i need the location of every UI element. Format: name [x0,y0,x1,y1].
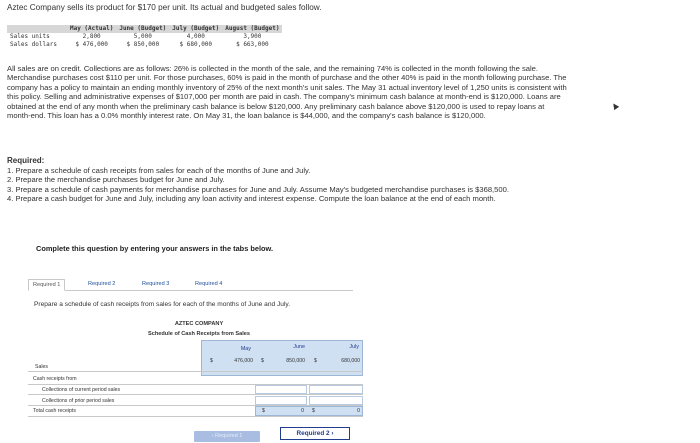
tab-required-3[interactable]: Required 3 [142,281,170,287]
june-current-input[interactable] [255,385,307,394]
currency-symbol: $ [262,408,265,414]
cell-value: $ 680,000 [179,41,213,48]
currency-symbol: $ [312,408,315,414]
column-june: June [293,344,305,350]
june-prior-input[interactable] [255,396,307,405]
sales-june-value: 850,000 [286,358,305,364]
cell-value: 2,800 [82,33,101,40]
cell-value: $ 663,000 [236,41,269,48]
tab-required-2[interactable]: Required 2 [88,281,116,287]
schedule-title: Schedule of Cash Receipts from Sales [148,331,250,337]
sales-july-value: 680,000 [341,358,360,364]
total-july-value: 0 [357,408,360,414]
required-list [7,166,567,203]
table-row [7,41,282,49]
tab-required-4[interactable]: Required 4 [195,281,223,287]
table-row [7,33,282,41]
required-item-3: 3. Prepare a schedule of cash payments for merchandise purchases for June and July. Assume May's budgeted merchandise purchases is $368,500. [7,184,509,194]
current-collections-label: Collections of current period sales [42,387,121,393]
intro-text: Aztec Company sells its product for $170 per unit. Its actual and budgeted sales follow. [7,3,322,12]
previous-button[interactable] [194,431,260,442]
next-button-label: Required 2 [296,430,330,437]
required-item-2: 2. Prepare the merchandise purchases budget for June and July. [7,175,225,185]
total-receipts-label: Total cash receipts [33,408,76,414]
header-may: May (Actual) [69,25,114,32]
required-item-4: 4. Prepare a cash budget for June and July, including any loan activity and interest expense. Compute the loan balance at the end of each month. [7,193,496,203]
tab-required-1[interactable]: Required 1 [28,279,65,291]
cell-value: $ 476,000 [75,41,108,48]
header-july: July (Budget) [172,25,220,32]
divider [28,416,363,417]
complete-instruction: Complete this question by entering your answers in the tabs below. [36,244,274,253]
chevron-right-icon: › [329,430,334,437]
header-august: August (Budget) [225,25,280,32]
sales-data-header-row [7,25,282,33]
currency-symbol: $ [314,358,317,364]
problem-paragraph: All sales are on credit. Collections are as follows: 26% is collected in the month of the sale, and the remaining 74% is collected in the month following the sale. Merchandise purchases cost $110 per unit. For those purchases, 60% is paid in the month of purchase and the other 40% is paid in the month following purchase. The company has a policy to maintain an ending monthly inventory of 25% of the next month's unit sales. The May 31 actual inventory level of 1,250 units is consistent with this policy. Selling and administrative expenses of $107,000 per month are paid in cash. The company's minimum cash balance at month-end is $120,000. Loans are obtained at the end of any month when the preliminary cash balance is below $120,000. Any preliminary cash balance above $120,000 is used to repay loans at month-end. This loan has a 0.0% monthly interest rate. On May 31, the loan balance is $44,000, and the company's cash balance is $120,000. [7,64,567,121]
tab-prompt: Prepare a schedule of cash receipts from sales for each of the months of June and July. [34,301,291,308]
column-may: May [240,346,251,352]
currency-symbol: $ [261,358,264,364]
header-blank [7,25,67,33]
header-june: June (Budget) [119,25,167,32]
sales-data-table [7,25,282,49]
cell-value: $ 850,000 [126,41,160,48]
column-july: July [349,344,359,350]
schedule-company: AZTEC COMPANY [174,321,224,327]
row-label: Sales units [10,33,50,40]
cell-value: 5,000 [133,33,152,40]
receipts-label: Cash receipts from [33,376,77,382]
required-title: Required: [7,156,45,165]
sales-may-value: 476,000 [234,358,253,364]
divider [28,394,363,395]
cell-value: 4,000 [186,33,205,40]
prior-collections-label: Collections of prior period sales [42,398,115,404]
july-prior-input[interactable] [309,396,363,405]
total-june-value: 0 [301,408,304,414]
currency-symbol: $ [210,358,213,364]
sales-label: Sales [35,364,48,370]
mouse-cursor-icon [611,102,619,110]
chevron-left-icon: ‹ [211,433,216,439]
tab-bar [28,278,353,291]
divider [28,371,363,372]
july-current-input[interactable] [309,385,363,394]
cell-value: 3,900 [243,33,262,40]
next-button[interactable] [280,427,350,440]
previous-button-label: Required 1 [215,433,243,439]
row-label: Sales dollars [10,41,57,48]
required-item-1: 1. Prepare a schedule of cash receipts from sales for each of the months of June and July. [7,166,311,175]
